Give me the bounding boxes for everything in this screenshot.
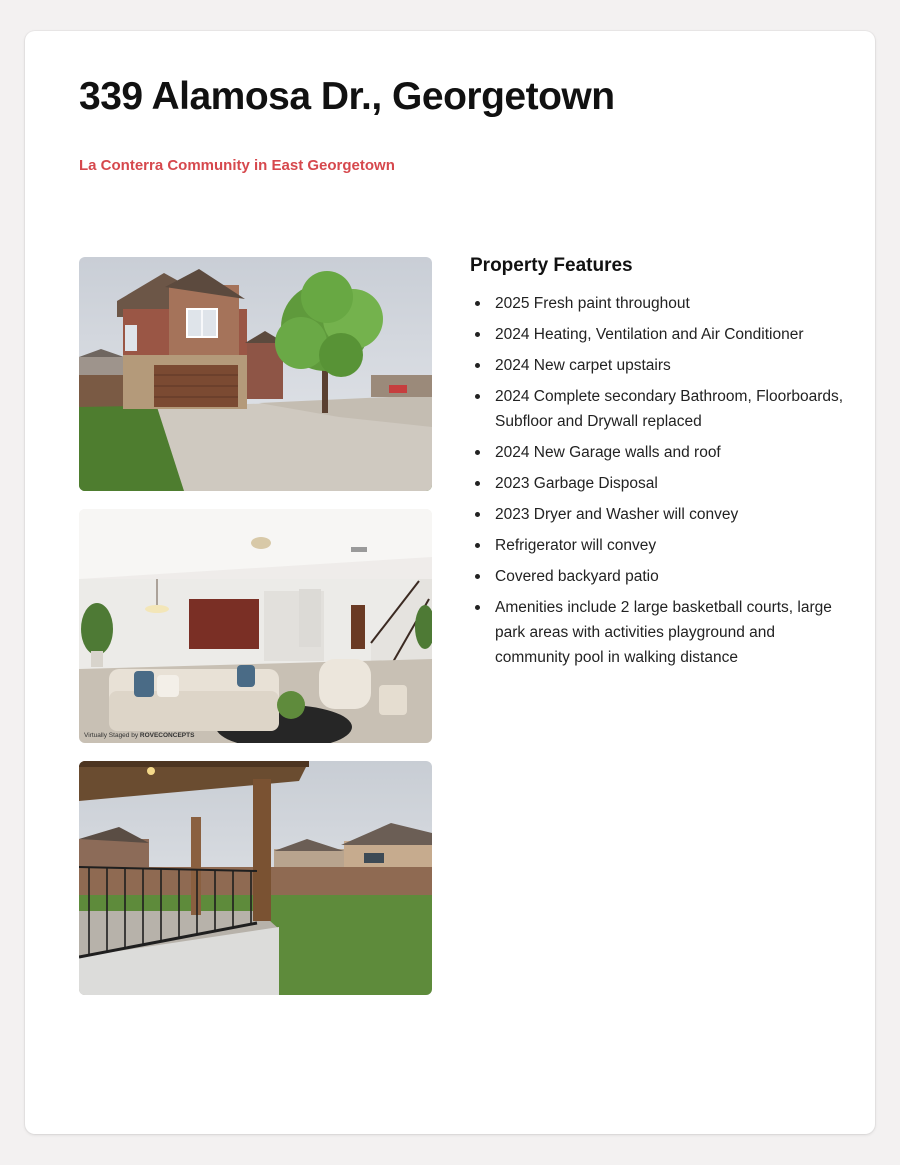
listing-card (25, 31, 875, 1134)
feature-item: 2023 Dryer and Washer will convey (470, 502, 850, 527)
backyard-patio-photo[interactable] (79, 761, 432, 995)
feature-item: 2025 Fresh paint throughout (470, 291, 850, 316)
feature-item: 2023 Garbage Disposal (470, 471, 850, 496)
staging-caption-brand: ROVECONCEPTS (139, 732, 195, 739)
interior-photo-icon (79, 509, 432, 743)
feature-item: 2024 Heating, Ventilation and Air Conditioner (470, 322, 850, 347)
staging-caption-prefix: Virtually Staged by (84, 732, 140, 739)
feature-item: Refrigerator will convey (470, 533, 850, 558)
page-title: 339 Alamosa Dr., Georgetown (79, 75, 615, 118)
community-subtitle: La Conterra Community in East Georgetown (79, 157, 395, 174)
property-features (470, 255, 850, 676)
living-room-photo[interactable] (79, 509, 432, 743)
feature-item: Covered backyard patio (470, 564, 850, 589)
virtual-staging-caption (84, 732, 194, 739)
feature-item: Amenities include 2 large basketball courts, large park areas with activities playground and community pool in walking distance (470, 595, 850, 670)
patio-photo-icon (79, 761, 432, 995)
front-exterior-photo[interactable] (79, 257, 432, 491)
feature-item: 2024 New Garage walls and roof (470, 440, 850, 465)
feature-item: 2024 Complete secondary Bathroom, Floorboards, Subfloor and Drywall replaced (470, 384, 850, 434)
features-heading: Property Features (470, 255, 633, 276)
house-photo-icon (79, 257, 432, 491)
feature-item: 2024 New carpet upstairs (470, 353, 850, 378)
features-list (470, 291, 850, 670)
